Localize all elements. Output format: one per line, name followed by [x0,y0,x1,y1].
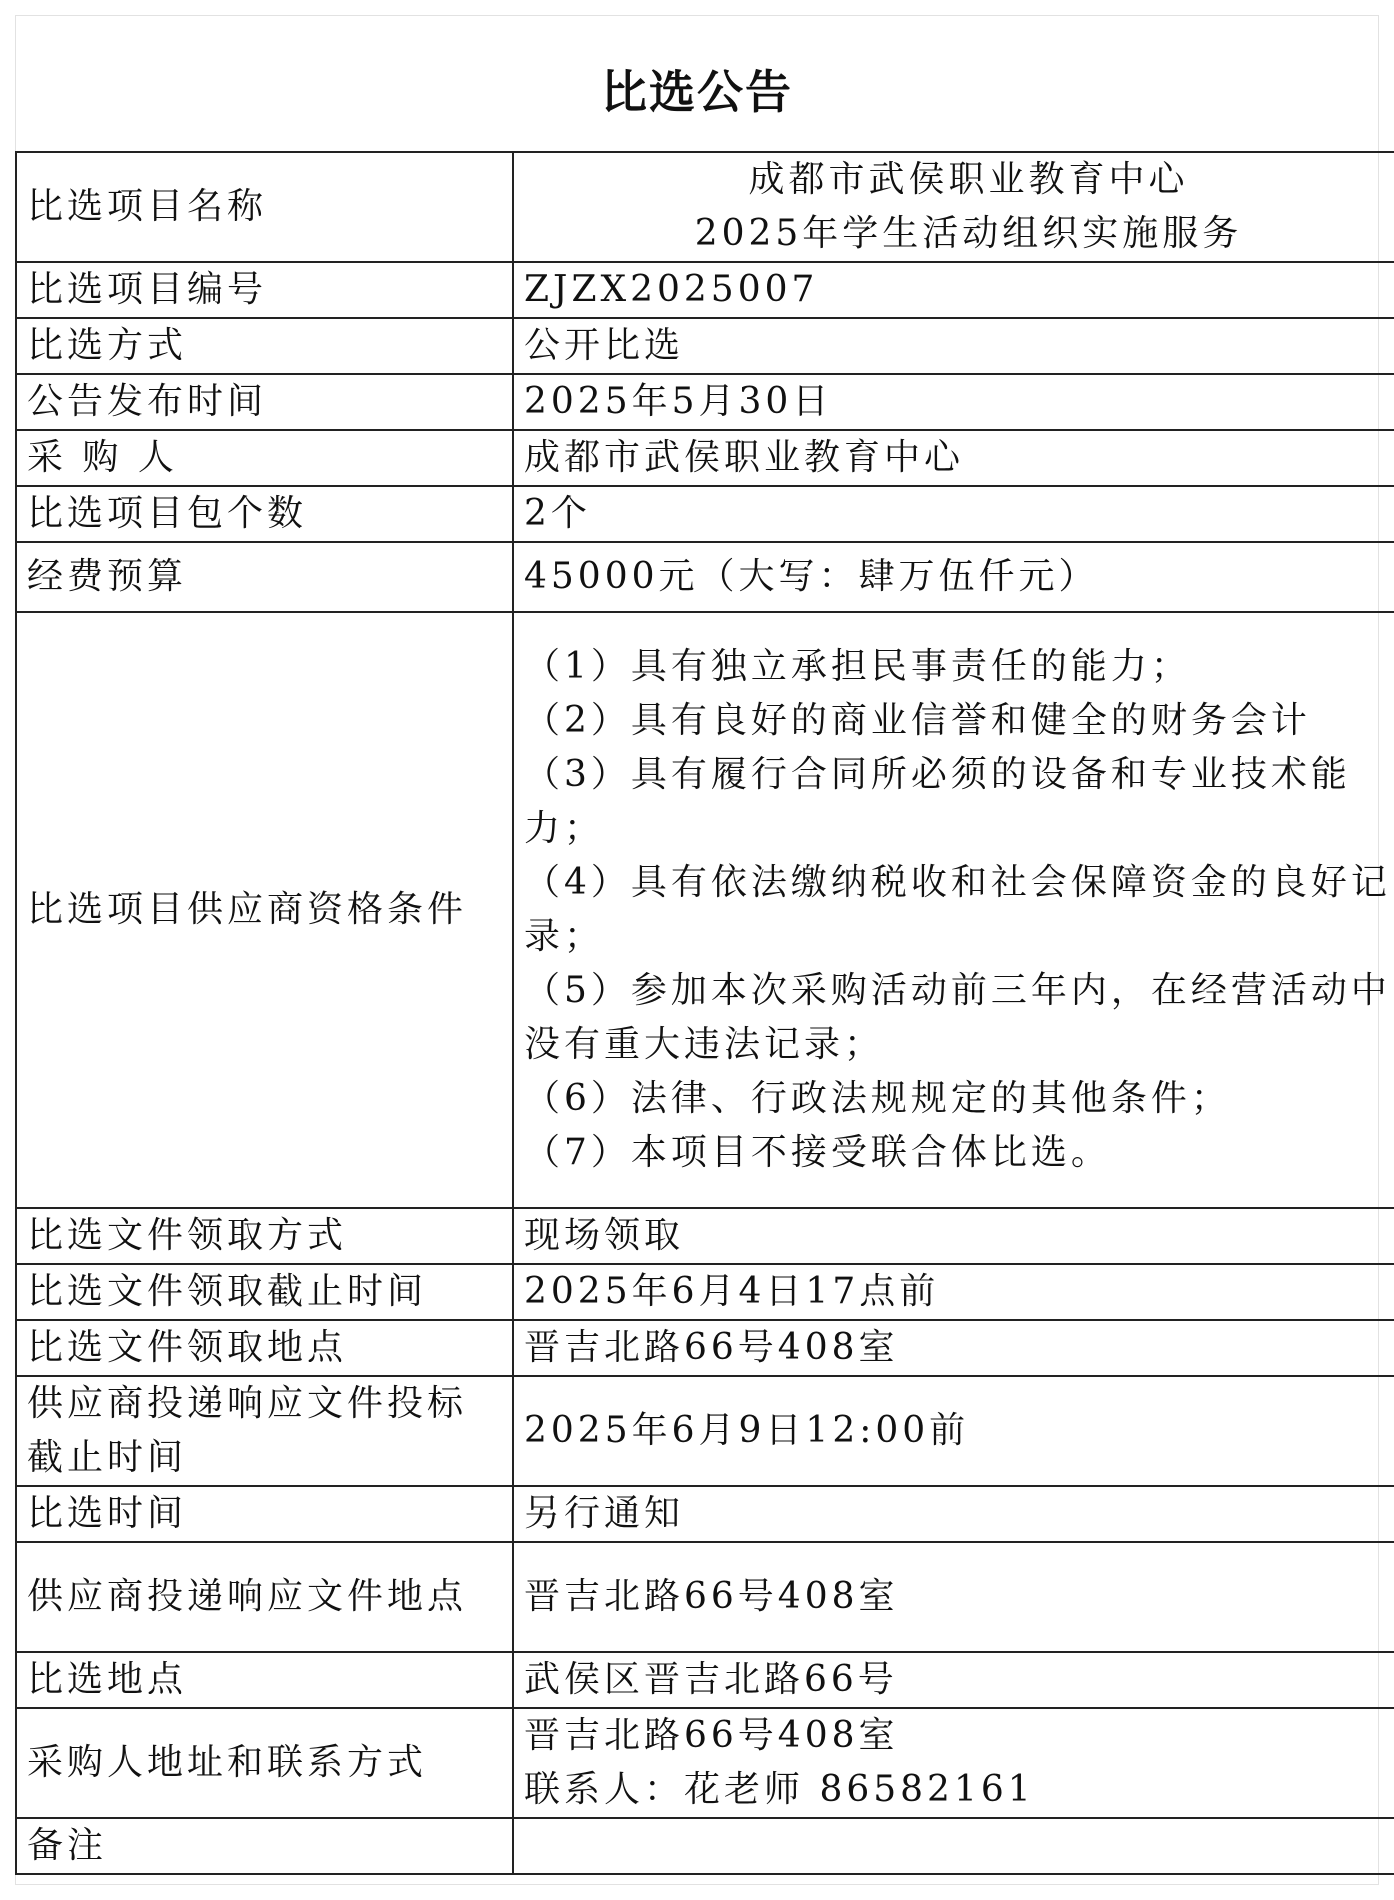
list-item: （5）参加本次采购活动前三年内，在经营活动中没有重大违法记录； [524,970,1391,1065]
row-value-line: 晋吉北路66号408室 [524,1715,899,1756]
row-value: 2025年6月9日12:00前 [513,1376,1394,1486]
row-value: 武侯区晋吉北路66号 [513,1652,1394,1708]
row-label: 供应商投递响应文件地点 [16,1542,513,1652]
table-row [16,1708,1394,1818]
row-label: 比选项目包个数 [16,486,513,542]
table-row [16,262,1394,318]
row-value: 2025年5月30日 [513,374,1394,430]
row-value: 晋吉北路66号408室 [513,1320,1394,1376]
row-value: 晋吉北路66号408室 [513,1542,1394,1652]
row-value-line: 2025年学生活动组织实施服务 [694,213,1243,254]
row-label: 比选文件领取地点 [16,1320,513,1376]
row-label: 供应商投递响应文件投标截止时间 [16,1376,513,1486]
row-label: 采购人地址和联系方式 [16,1708,513,1818]
table-row [16,1320,1394,1376]
row-value [513,1818,1394,1874]
row-label: 比选时间 [16,1486,513,1542]
table-row [16,1264,1394,1320]
row-label: 比选文件领取截止时间 [16,1264,513,1320]
table-row [16,152,1394,262]
row-value-line: 联系人：花老师 86582161 [524,1769,1035,1810]
row-label: 比选项目供应商资格条件 [16,612,513,1208]
row-label: 经费预算 [16,542,513,612]
row-value: 现场领取 [513,1208,1394,1264]
row-value: ZJZX2025007 [513,262,1394,318]
row-value-line: 成都市武侯职业教育中心 [748,159,1189,200]
table-row [16,1818,1394,1874]
table-row [16,542,1394,612]
table-row [16,318,1394,374]
table-row [16,486,1394,542]
row-label: 比选项目名称 [16,152,513,262]
table-row [16,612,1394,1208]
row-label: 比选方式 [16,318,513,374]
row-value [513,1708,1394,1818]
list-item: （4）具有依法缴纳税收和社会保障资金的良好记录； [524,862,1391,957]
list-item: （2）具有良好的商业信誉和健全的财务会计 [524,700,1311,741]
document-title: 比选公告 [601,65,793,119]
row-value: 成都市武侯职业教育中心 [513,430,1394,486]
row-label: 比选文件领取方式 [16,1208,513,1264]
list-item: （3）具有履行合同所必须的设备和专业技术能力； [524,754,1351,849]
row-label: 备注 [16,1818,513,1874]
table-row [16,430,1394,486]
row-value: 另行通知 [513,1486,1394,1542]
table-row [16,1652,1394,1708]
row-value: 45000元（大写：肆万伍仟元） [513,542,1394,612]
row-label: 比选地点 [16,1652,513,1708]
row-label: 公告发布时间 [16,374,513,430]
notice-table [15,151,1394,1875]
table-row [16,1486,1394,1542]
table-row [16,1376,1394,1486]
qualification-list [513,612,1394,1208]
row-value [513,152,1394,262]
row-label: 比选项目编号 [16,262,513,318]
table-row [16,1542,1394,1652]
list-item: （6）法律、行政法规规定的其他条件； [524,1078,1231,1119]
list-item: （7）本项目不接受联合体比选。 [524,1132,1111,1173]
row-value: 2个 [513,486,1394,542]
table-row [16,374,1394,430]
list-item: （1）具有独立承担民事责任的能力； [524,646,1191,687]
table-row [16,1208,1394,1264]
row-value: 2025年6月4日17点前 [513,1264,1394,1320]
row-value: 公开比选 [513,318,1394,374]
row-label: 采 购 人 [16,430,513,486]
